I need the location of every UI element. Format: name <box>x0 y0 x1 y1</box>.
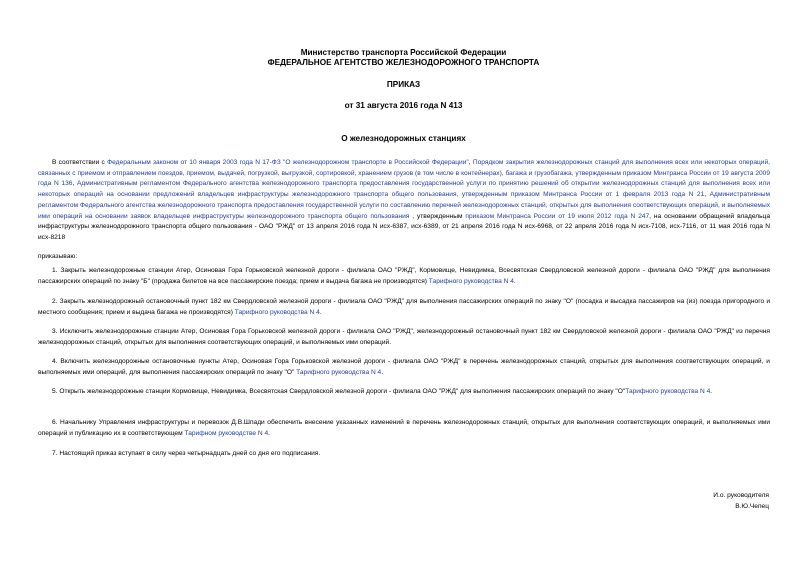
item-text: . <box>513 277 516 285</box>
federal-law-link[interactable]: Федеральным законом от 10 января 2003 года N 17-ФЗ "О железнодорожном транспорте в Российской Федерации" <box>107 159 469 166</box>
preamble-text: , <box>468 159 473 166</box>
item-text: . <box>381 368 384 376</box>
item-text: 5. Открыть железнодорожные станции Кормовище, Невидимка, Всесвятская Свердловской железной дороги - филиала ОАО "РЖД" для выполнения пассажирских операций по знаку "О" <box>52 388 626 395</box>
item-text: 6. Начальнику Управления инфраструктуры и перевозок Д.В.Шпади обеспечить внесение указанных изменений в перечень железнодорожных станций, открытых для выполнения соответствующих операций, и выполняемых ими операций и публикацию их в соответствующем <box>38 419 770 437</box>
order-item-1 <box>38 266 770 287</box>
preamble-text: , <box>72 180 77 188</box>
tariff-guide-link[interactable]: Тарифного руководства N 4 <box>234 308 320 316</box>
tariff-guide-link[interactable]: Тарифного руководства N 4 <box>428 277 514 285</box>
preamble-text: , утвержденным <box>409 212 466 220</box>
order-item-3 <box>38 327 770 348</box>
agency-title: ФЕДЕРАЛЬНОЕ АГЕНТСТВО ЖЕЛЕЗНОДОРОЖНОГО ТРАНСПОРТА <box>267 58 540 67</box>
preamble-text: , на основании обращений владельца инфраструктуры железнодорожного транспорта общего пользования - ОАО "РЖД" от 13 апреля 2016 года N исх-6387, исх-6389, от 21 апреля 2016 года N исх-6968, от 22 апреля 2016 года N исх-7108, исх-7116, от 11 мая 2016 года N исх-8218 <box>38 212 770 241</box>
ministry-title: Министерство транспорта Российской Федерации <box>300 48 507 57</box>
document-type: ПРИКАЗ <box>386 80 421 89</box>
preamble-text: , <box>704 191 710 199</box>
item-text: . <box>710 388 713 395</box>
tariff-guide-link[interactable]: Тарифного руководства N 4 <box>296 368 382 376</box>
tariff-guide-link[interactable]: Тарифного руководства N 4 <box>625 388 711 395</box>
order-item-4 <box>38 357 770 378</box>
signature-position: И.о. руководителя <box>713 492 769 499</box>
order-item-7 <box>38 449 770 460</box>
order-item-2 <box>38 297 770 318</box>
closure-procedure-link[interactable]: Порядком закрытия железнодорожных станций для выполнения всех или некоторых операций, связанных с приемом и отправлением поездов, приемом, выдачей, погрузкой, выгрузкой, сортировкой, хранением грузов (в том числе в контейнерах), багажа и грузобагажа, утвержденным приказом Минтранса России от 19 августа 2009 года N 136 <box>38 159 770 188</box>
item-text: 3. Исключить железнодорожные станции Атер, Осиновая Гора Горьковской железной дороги - филиала ОАО "РЖД", железнодорожный остановочный пункт 182 км Свердловской железной дороги - филиала ОАО "РЖД" из перечня железнодорожных станций, открытых для выполнения соответствующих операций, и выполняемых ими операций. <box>38 328 770 346</box>
item-text: . <box>268 429 270 437</box>
item-text: . <box>319 308 322 316</box>
tariff-guide-link[interactable]: Тарифном руководстве N 4 <box>184 429 269 437</box>
document-date-number: от 31 августа 2016 года N 413 <box>344 101 463 110</box>
admin-regulation-opening-link[interactable]: Административным регламентом Федерального агентства железнодорожного транспорта предоставления государственной услуги по принятию решений об открытии железнодорожных станций для выполнения всех или некоторых операций на основании предложений владельцев инфраструктуры железнодорожного транспорта общего пользования, утвержденным приказом Минтранса России от 1 февраля 2013 года N 21 <box>38 180 770 199</box>
admin-regulation-lists-link[interactable]: Административным регламентом Федерального агентства железнодорожного транспорта предоставления государственной услуги по составлению перечней железнодорожных станций, открытых для выполнения соответствующих операций, и выполняемых ими операций на основании заявок владельцев инфраструктуры железнодорожного транспорта общего пользования <box>38 191 770 220</box>
item-text: 4. Включить железнодорожные остановочные пункты Атер, Осиновая Гора Горьковской железной дороги - филиала ОАО "РЖД" в перечень железнодорожных станций, открытых для выполнения соответствующих операций, и выполняемых ими операций, для выполнения пассажирских операций по знаку "О" <box>38 358 770 376</box>
item-text: 7. Настоящий приказ вступает в силу через четырнадцать дней со дня его подписания. <box>52 450 321 457</box>
item-text: 1. Закрыть железнодорожные станции Атер, Осиновая Гора Горьковской железной дороги - филиала ОАО "РЖД", Кормовище, Невидимка, Всесвятская Свердловской железной дороги - филиала ОАО "РЖД" для выполнения пассажирских операций по знаку "Б" (продажа билетов на все пассажирские поезда; прием и выдача багажа не производятся) <box>38 267 770 285</box>
order-item-5 <box>38 387 770 398</box>
order-word: приказываю: <box>38 253 78 260</box>
preamble-text: В соответствии с <box>52 159 108 166</box>
signature-name: В.Ю.Чепец <box>735 503 769 510</box>
item-text: 2. Закрыть железнодорожный остановочный пункт 182 км Свердловской железной дороги - филиала ОАО "РЖД" для выполнения пассажирских операций по знаку "О" (посадка и высадка пассажиров на (из) поезда пригородного и местного сообщения; прием и выдача багажа не производятся) <box>38 298 770 316</box>
document-subject: О железнодорожных станциях <box>341 134 466 143</box>
order-item-6 <box>38 418 770 439</box>
mintrans-order-247-link[interactable]: приказом Минтранса России от 19 июля 2012 года N 247 <box>465 212 650 220</box>
preamble-paragraph <box>38 158 770 244</box>
